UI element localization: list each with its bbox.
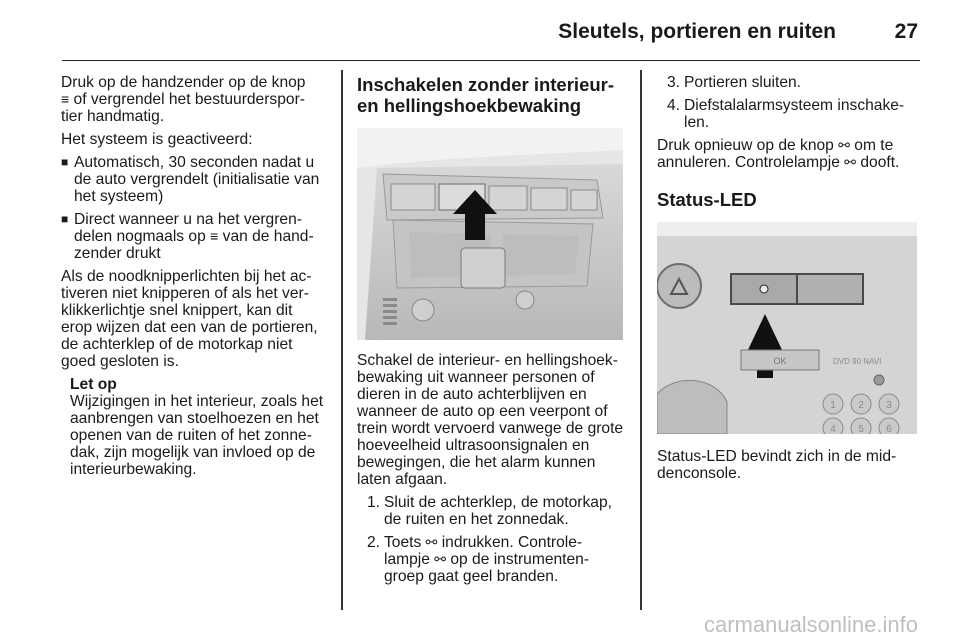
list-item — [61, 154, 327, 205]
step-number: 4. — [667, 97, 681, 114]
list-item — [657, 74, 927, 91]
text: Druk op de handzender op de knop — [61, 74, 306, 91]
watermark: carmanualsonline.info — [703, 612, 918, 637]
text: Toets — [384, 534, 422, 551]
paragraph: Als de noodknipperlichten bij het ac- tiveren niet knipperen of als het ver- klikkerlichtje snel knippert, kan dit erop wijzen dat een van de portieren, de achterklep of de motorkap niet goed gesloten is. — [61, 268, 318, 370]
bullet-icon: ■ — [61, 212, 69, 226]
text: of vergrendel het bestuurderspor- tier handmatig. — [61, 91, 305, 125]
list-item — [657, 97, 927, 131]
list-item — [357, 494, 625, 528]
text: Direct wanneer u na het vergren- delen nogmaals op — [74, 211, 302, 245]
figure-caption: Status-LED bevindt zich in de mid- denconsole. — [657, 448, 897, 482]
text: Portieren sluiten. — [684, 74, 802, 91]
text: op de instrumenten- groep gaat geel branden. — [384, 551, 590, 585]
page-title: Sleutels, portieren en ruiten — [558, 20, 836, 43]
list-item — [61, 211, 327, 262]
key-label: 1 — [830, 400, 836, 411]
step-number: 2. — [367, 534, 381, 551]
step-number: 1. — [367, 494, 381, 511]
text: indrukken. Controle- lampje — [384, 534, 583, 568]
paragraph: Schakel de interieur- en hellingshoek- bewaking uit wanneer personen of dieren in de auto achterblijven en wanneer de auto op een veerpont of trein wordt vervoerd vanwege de grote hoeveelheid ultrasoonsignalen en bewegingen, die het alarm kunnen laten afgaan. — [357, 352, 624, 488]
interior-monitoring-icon: ⚯ — [844, 154, 856, 170]
text: Diefstalalarmsysteem inschake- len. — [684, 97, 905, 131]
interior-monitoring-icon: ⚯ — [425, 534, 438, 550]
step-number: 3. — [667, 74, 681, 91]
column-2 — [357, 74, 625, 591]
section-heading: Inschakelen zonder interieur- en hellingshoekbewaking — [357, 74, 615, 116]
section-heading: Status-LED — [657, 189, 757, 210]
page-number: 27 — [894, 20, 918, 43]
paragraph — [61, 74, 327, 125]
paragraph — [657, 137, 927, 171]
remote-lock-icon: ≡ — [61, 91, 70, 107]
text: om te annuleren. Controlelampje — [657, 137, 894, 171]
overhead-console-illustration — [357, 128, 623, 340]
key-label: 5 — [858, 424, 864, 434]
remote-lock-icon: ≡ — [210, 228, 219, 244]
key-label: 4 — [830, 424, 836, 434]
page-header — [62, 14, 920, 61]
note-heading: Let op — [70, 376, 117, 393]
text: Automatisch, 30 seconden nadat u de auto vergrendelt (initialisatie van het systeem) — [74, 154, 320, 205]
key-label: 2 — [858, 400, 864, 411]
key-label: 3 — [886, 400, 892, 411]
key-label: 6 — [886, 424, 892, 434]
column-3 — [657, 74, 927, 488]
center-console-illustration — [657, 222, 917, 434]
column-1 — [61, 74, 327, 478]
text: dooft. — [860, 154, 900, 171]
text: Sluit de achterklep, de motorkap, de ruiten en het zonnedak. — [384, 494, 612, 528]
interior-monitoring-icon: ⚯ — [838, 137, 850, 153]
radio-model-label: DVD 90 NAVI — [833, 357, 882, 366]
column-divider — [341, 70, 343, 610]
note — [70, 376, 327, 478]
column-divider — [640, 70, 642, 610]
paragraph: Het systeem is geactiveerd: — [61, 131, 253, 148]
list-item — [357, 534, 625, 585]
ok-button-label: OK — [773, 356, 787, 366]
interior-monitoring-icon: ⚯ — [434, 551, 447, 567]
bullet-icon: ■ — [61, 155, 69, 169]
text: van de hand- zender drukt — [74, 228, 314, 262]
text: Druk opnieuw op de knop — [657, 137, 834, 154]
note-text: Wijzigingen in het interieur, zoals het aanbrengen van stoelhoezen en het openen van de ruiten of het zonne- dak, zijn mogelijk van invloed op de interieurbewaking. — [70, 393, 324, 478]
